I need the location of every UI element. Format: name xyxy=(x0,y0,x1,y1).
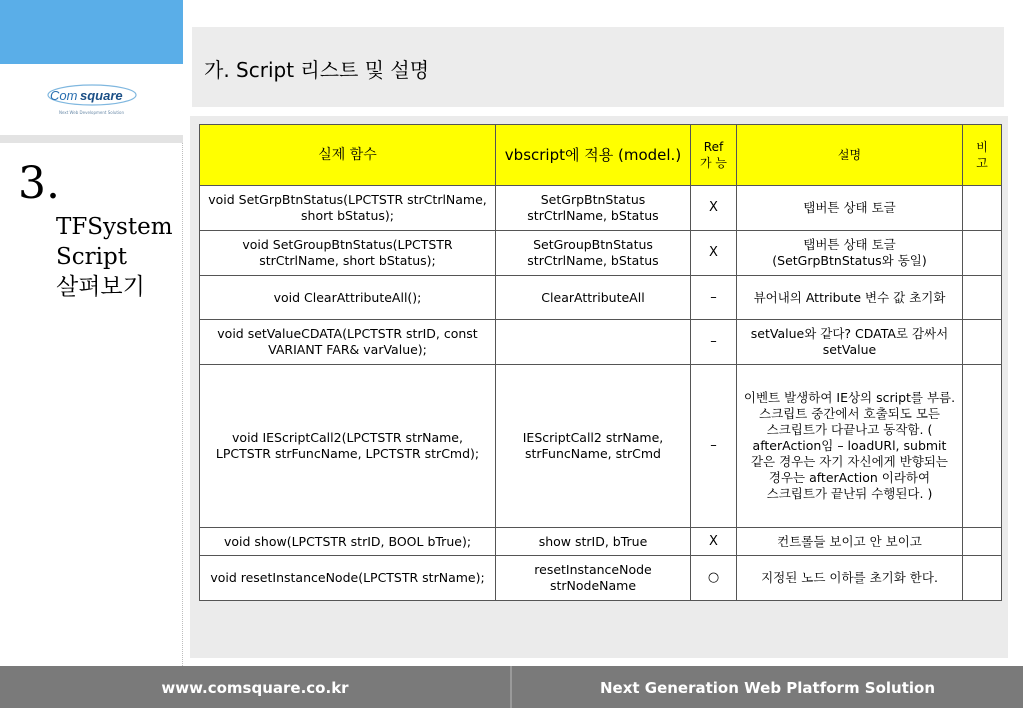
cell-ref: – xyxy=(691,365,737,528)
cell-vbscript: resetInstanceNode strNodeName xyxy=(496,556,691,601)
table-row xyxy=(200,231,1002,276)
cell-description: 탭버튼 상태 토글 xyxy=(737,186,963,231)
table-row xyxy=(200,186,1002,231)
page-title: 가. Script 리스트 및 설명 xyxy=(204,58,430,82)
cell-function: void IEScriptCall2(LPCTSTR strName, LPCTSTR strFuncName, LPCTSTR strCmd); xyxy=(200,365,496,528)
logo-panel xyxy=(0,0,183,135)
heading-bar xyxy=(192,27,1004,107)
header-actual-function: 실제 함수 xyxy=(200,125,496,186)
table-header-row xyxy=(200,125,1002,186)
comsquare-logo-icon xyxy=(44,80,140,110)
sidebar-stripe xyxy=(0,135,183,143)
cell-note xyxy=(963,186,1002,231)
cell-note xyxy=(963,556,1002,601)
cell-description: 이벤트 발생하여 IE상의 script를 부름. 스크립트 중간에서 호출되도 모든 스크립트가 다끝나고 동작함. ( afterAction임 – loadURl, submit 같은 경우는 자기 자신에게 반향되는 경우는 afterAction 이라하여 스크립트가 끝난뒤 수행된다. ) xyxy=(737,365,963,528)
cell-vbscript: SetGrpBtnStatus strCtrlName, bStatus xyxy=(496,186,691,231)
table-row xyxy=(200,276,1002,320)
company-logo xyxy=(0,64,183,135)
footer-slogan: Next Generation Web Platform Solution xyxy=(599,679,936,697)
table-row xyxy=(200,528,1002,556)
cell-note xyxy=(963,528,1002,556)
header-ref: Ref 가 능 xyxy=(691,125,737,186)
cell-function: void show(LPCTSTR strID, BOOL bTrue); xyxy=(200,528,496,556)
cell-vbscript: IEScriptCall2 strName, strFuncName, strCmd xyxy=(496,365,691,528)
table-row xyxy=(200,365,1002,528)
cell-note xyxy=(963,276,1002,320)
content-panel xyxy=(190,116,1008,658)
cell-ref: X xyxy=(691,528,737,556)
header-note: 비 고 xyxy=(963,125,1002,186)
cell-note xyxy=(963,320,1002,365)
section-title: TFSystem Script 살펴보기 xyxy=(56,214,173,300)
svg-text:square: square xyxy=(80,88,123,103)
cell-vbscript xyxy=(496,320,691,365)
footer-url: www.comsquare.co.kr xyxy=(161,679,349,697)
cell-function: void setValueCDATA(LPCTSTR strID, const VARIANT FAR& varValue); xyxy=(200,320,496,365)
cell-description: 컨트롤들 보이고 안 보이고 xyxy=(737,528,963,556)
cell-function: void resetInstanceNode(LPCTSTR strName); xyxy=(200,556,496,601)
logo-tagline: Next Web Development Solution xyxy=(58,110,125,115)
header-description: 설명 xyxy=(737,125,963,186)
cell-vbscript: SetGroupBtnStatus strCtrlName, bStatus xyxy=(496,231,691,276)
cell-function: void ClearAttributeAll(); xyxy=(200,276,496,320)
cell-ref: X xyxy=(691,231,737,276)
header-vbscript: vbscript에 적용 (model.) xyxy=(496,125,691,186)
sidebar-divider xyxy=(182,143,183,666)
cell-ref: – xyxy=(691,276,737,320)
table-row xyxy=(200,320,1002,365)
cell-note xyxy=(963,365,1002,528)
cell-function: void SetGrpBtnStatus(LPCTSTR strCtrlName, short bStatus); xyxy=(200,186,496,231)
svg-text:Com: Com xyxy=(50,88,78,103)
cell-ref: X xyxy=(691,186,737,231)
cell-description: setValue와 같다? CDATA로 감싸서 setValue xyxy=(737,320,963,365)
cell-description: 뷰어내의 Attribute 변수 값 초기화 xyxy=(737,276,963,320)
cell-note xyxy=(963,231,1002,276)
cell-function: void SetGroupBtnStatus(LPCTSTR strCtrlName, short bStatus); xyxy=(200,231,496,276)
cell-vbscript: ClearAttributeAll xyxy=(496,276,691,320)
cell-ref: ○ xyxy=(691,556,737,601)
cell-description: 탭버튼 상태 토글 (SetGrpBtnStatus와 동일) xyxy=(737,231,963,276)
footer-bar xyxy=(0,666,1023,708)
cell-description: 지정된 노드 이하를 초기화 한다. xyxy=(737,556,963,601)
script-function-table xyxy=(199,124,1002,601)
table-row xyxy=(200,556,1002,601)
section-number: 3. xyxy=(18,158,60,209)
cell-ref: – xyxy=(691,320,737,365)
cell-vbscript: show strID, bTrue xyxy=(496,528,691,556)
